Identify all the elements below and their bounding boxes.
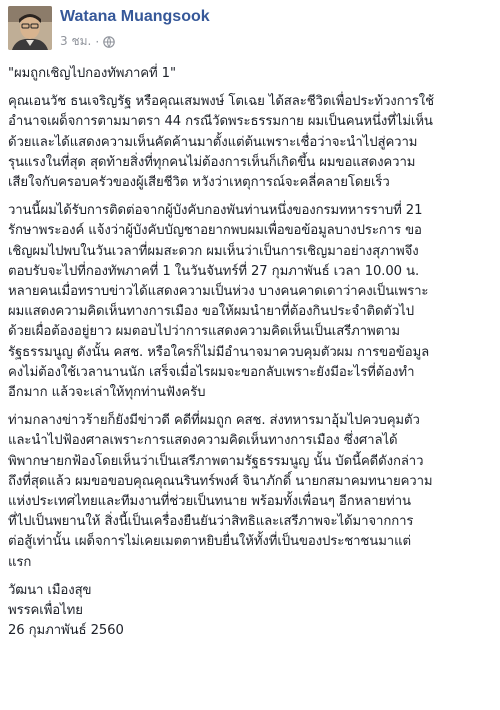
post-meta — [60, 32, 115, 51]
globe-icon[interactable] — [103, 36, 115, 48]
post-paragraph: ท่ามกลางข่าวร้ายก็ยังมีข่าวดี คดีที่ผมถูก คสช. ส่งทหารมาอุ้มไปควบคุมตัว และนำไปฟ้องศาลเพราะการแสดงความคิดเห็นทางการเมือง ซึ่งศาลได้ พิพากษายกฟ้องโดยเห็นว่าเป็นเสรีภาพตามรัฐธรรมนูญ นั้น บัดนี้คดีดังกล่าว ถึงที่สุดแล้ว ผมขอขอบคุณคุณนรินทร์พงศ์ จินาภักดิ์ นายกสมาคมทนายความ แห่งประเทศไทยและทีมงานที่ช่วยเป็นทนาย พร้อมทั้งเพื่อนๆ อีกหลายท่าน ที่ไปเป็นพยานให้ สิ่งนี้เป็นเครื่องยืนยันว่าสิทธิและเสรีภาพจะได้มาจากการ ต่อสู้เท่านั้น เผด็จการไม่เคยเมตตาหยิบยื่นให้ทั้งที่เป็นของประชาชนมาแต่ แรก — [8, 413, 433, 570]
meta-separator: · — [95, 34, 100, 49]
author-name-link[interactable]: Watana Muangsook — [60, 8, 210, 25]
post-signature: วัฒนา เมืองสุข พรรคเพื่อไทย 26 กุมภาพันธ์ 2560 — [8, 582, 124, 639]
post-body — [8, 64, 492, 641]
post-headline: "ผมถูกเชิญไปกองทัพภาคที่ 1" — [8, 66, 176, 81]
post-timestamp-link[interactable]: 3 ชม. — [60, 34, 92, 48]
author-avatar[interactable] — [8, 6, 52, 50]
post-paragraph: วานนี้ผมได้รับการติดต่อจากผู้บังคับกองพันท่านหนึ่งของกรมทหารราบที่ 21 รักษาพระองค์ แจ้งว่าผู้บังคับบัญชาอยากพบผมเพื่อขอข้อมูลบางประการ ขอ เชิญผมไปพบในวันเวลาที่ผมสะดวก ผมเห็นว่าเป็นการเชิญมาอย่างสุภาพจึง ตอบรับจะไปที่กองทัพภาคที่ 1 ในวันจันทร์ที่ 27 กุมภาพันธ์ เวลา 10.00 น. หลายคนเมื่อทราบข่าวได้แสดงความเป็นห่วง บางคนคาดเดาว่าคงเป็นเพราะ ผมแสดงความคิดเห็นทางการเมือง ขอให้ผมนำยาที่ต้องกินประจำติดตัวไป ด้วยเผื่อต้องอยู่ยาว ผมตอบไปว่าการแสดงความคิดเห็นเป็นเสรีภาพตาม รัฐธรรมนูญ ดังนั้น คสช. หรือใครก็ไม่มีอำนาจมาควบคุมตัวผม การขอข้อมูล คงไม่ต้องใช้เวลานานนัก เสร็จเมื่อไรผมจะขอกลับเพราะยังมีอะไรที่ต้องทำ อีกมาก แล้วจะเล่าให้ทุกท่านฟังครับ — [8, 203, 430, 401]
post-paragraph: คุณเอนวัช ธนเจริญรัฐ หรือคุณเสมพงษ์ โตเฉย ได้สละชีวิตเพื่อประท้วงการใช้ อำนาจเผด็จการตามมาตรา 44 กรณีวัดพระธรรมกาย ผมเป็นคนหนึ่งที่ไม่เห็น ด้วยและได้แสดงความเห็นคัดค้านมาตั้งแต่ต้นเพราะเชื่อว่าจะนำไปสู่ความ รุนแรงในที่สุด สุดท้ายสิ่งที่ทุกคนไม่ต้องการเห็นก็เกิดขึ้น ผมขอแสดงความ เสียใจกับครอบครัวของผู้เสียชีวิต หวังว่าเหตุการณ์จะคลี่คลายโดยเร็ว — [8, 94, 434, 191]
avatar-photo-icon — [8, 6, 52, 50]
post-header — [8, 6, 488, 54]
